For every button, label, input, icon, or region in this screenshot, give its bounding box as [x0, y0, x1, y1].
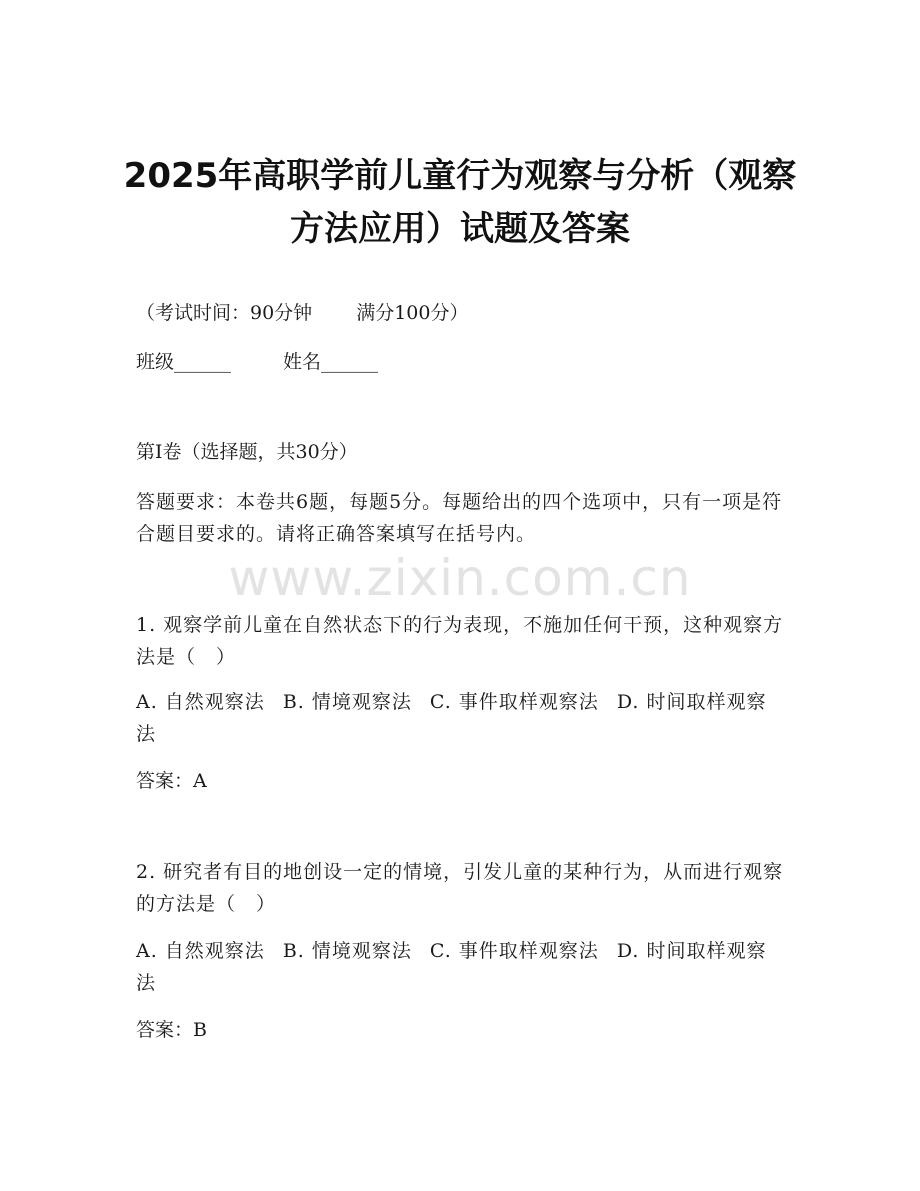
- question-2-options: [136, 935, 786, 999]
- answer-instructions: 答题要求：本卷共6题，每题5分。每题给出的四个选项中，只有一项是符合题目要求的。请将正确答案填写在括号内。: [136, 491, 783, 545]
- option-a: A. 自然观察法: [136, 940, 265, 962]
- question-1-answer: 答案：A: [136, 770, 207, 792]
- document-title: [100, 150, 820, 256]
- question-1-options: [136, 686, 786, 750]
- option-c: C. 事件取样观察法: [429, 940, 599, 962]
- exam-time: （考试时间：90分钟: [136, 302, 313, 324]
- section-heading: 第Ⅰ卷（选择题，共30分）: [136, 441, 358, 463]
- name-field: 姓名______: [283, 351, 379, 373]
- option-b: B. 情境观察法: [282, 940, 412, 962]
- class-field: 班级______: [136, 351, 232, 373]
- option-d: D. 时间取样观察法: [136, 691, 767, 745]
- option-c: C. 事件取样观察法: [429, 691, 599, 713]
- student-fields: [136, 346, 786, 378]
- title-line-2: 方法应用）试题及答案: [290, 209, 630, 249]
- option-b: B. 情境观察法: [282, 691, 412, 713]
- exam-info: [136, 297, 786, 329]
- question-1-stem: 1. 观察学前儿童在自然状态下的行为表现，不施加任何干预，这种观察方法是（ ）: [136, 614, 784, 668]
- exam-score: 满分100分）: [356, 302, 469, 324]
- title-line-1: 2025年高职学前儿童行为观察与分析（观察: [123, 156, 797, 196]
- option-d: D. 时间取样观察法: [136, 940, 767, 994]
- question-2-answer: 答案：B: [136, 1019, 207, 1041]
- option-a: A. 自然观察法: [136, 691, 265, 713]
- watermark: www.zixin.com.cn: [228, 549, 692, 607]
- question-2-stem: 2. 研究者有目的地创设一定的情境，引发儿童的某种行为，从而进行观察的方法是（ ）: [136, 861, 784, 915]
